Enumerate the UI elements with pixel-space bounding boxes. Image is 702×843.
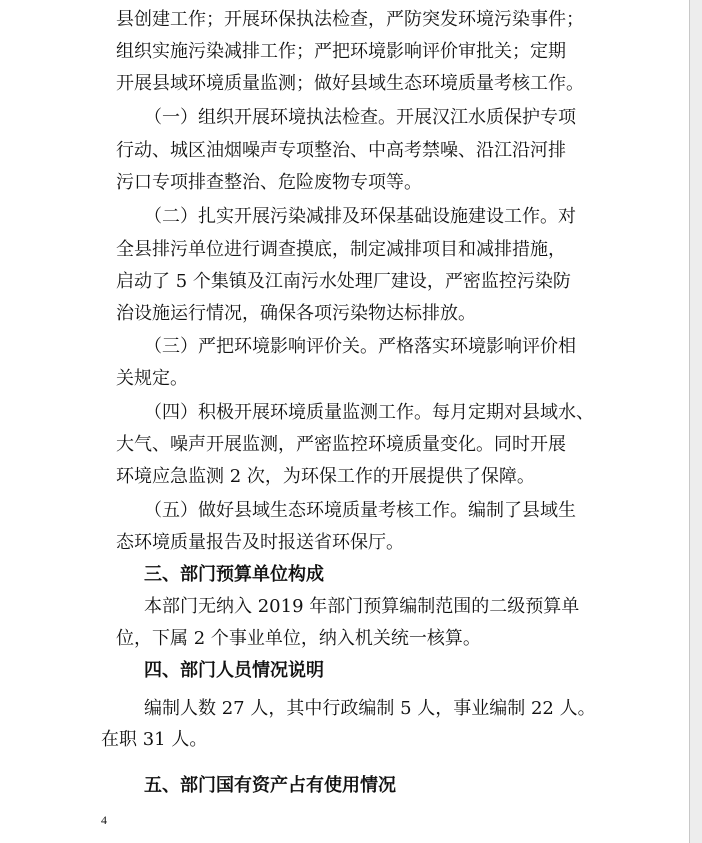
paragraph-line: 态环境质量报告及时报送省环保厅。 [116, 532, 404, 553]
section-heading: 三、部门预算单位构成 [144, 564, 324, 585]
paragraph-line: 行动、城区油烟噪声专项整治、中高考禁噪、沿江沿河排 [116, 140, 566, 161]
body-line: 组织实施污染减排工作；严把环境影响评价审批关；定期 [116, 41, 566, 62]
page-number: 4 [101, 813, 107, 827]
paragraph-line: 关规定。 [116, 368, 188, 389]
paragraph-line: 治设施运行情况，确保各项污染物达标排放。 [116, 303, 476, 324]
section-heading: 五、部门国有资产占有使用情况 [144, 775, 396, 796]
body-line: 开展县域环境质量监测；做好县域生态环境质量考核工作。 [116, 73, 584, 94]
paragraph-line: 在职 31 人。 [101, 729, 208, 750]
page-edge [690, 0, 702, 843]
paragraph-line: 启动了 5 个集镇及江南污水处理厂建设，严密监控污染防 [116, 271, 571, 292]
paragraph-line: （五）做好县域生态环境质量考核工作。编制了县域生 [144, 500, 576, 521]
body-line: 县创建工作；开展环保执法检查，严防突发环境污染事件； [116, 9, 584, 30]
paragraph-line: （一）组织开展环境执法检查。开展汉江水质保护专项 [144, 107, 576, 128]
paragraph-line: （三）严把环境影响评价关。严格落实环境影响评价相 [144, 336, 576, 357]
paragraph-line: 编制人数 27 人，其中行政编制 5 人，事业编制 22 人。 [144, 698, 596, 719]
paragraph-line: （四）积极开展环境质量监测工作。每月定期对县域水、 [144, 402, 594, 423]
paragraph-line: 位，下属 2 个事业单位，纳入机关统一核算。 [116, 628, 481, 649]
paragraph-line: 本部门无纳入 2019 年部门预算编制范围的二级预算单 [144, 596, 580, 617]
paragraph-line: 环境应急监测 2 次，为环保工作的开展提供了保障。 [116, 466, 535, 487]
paragraph-line: 大气、噪声开展监测，严密监控环境质量变化。同时开展 [116, 434, 566, 455]
paragraph-line: 全县排污单位进行调查摸底，制定减排项目和减排措施， [116, 239, 566, 260]
paragraph-line: （二）扎实开展污染减排及环保基础设施建设工作。对 [144, 206, 576, 227]
section-heading: 四、部门人员情况说明 [144, 660, 324, 681]
paragraph-line: 污口专项排查整治、危险废物专项等。 [116, 172, 422, 193]
